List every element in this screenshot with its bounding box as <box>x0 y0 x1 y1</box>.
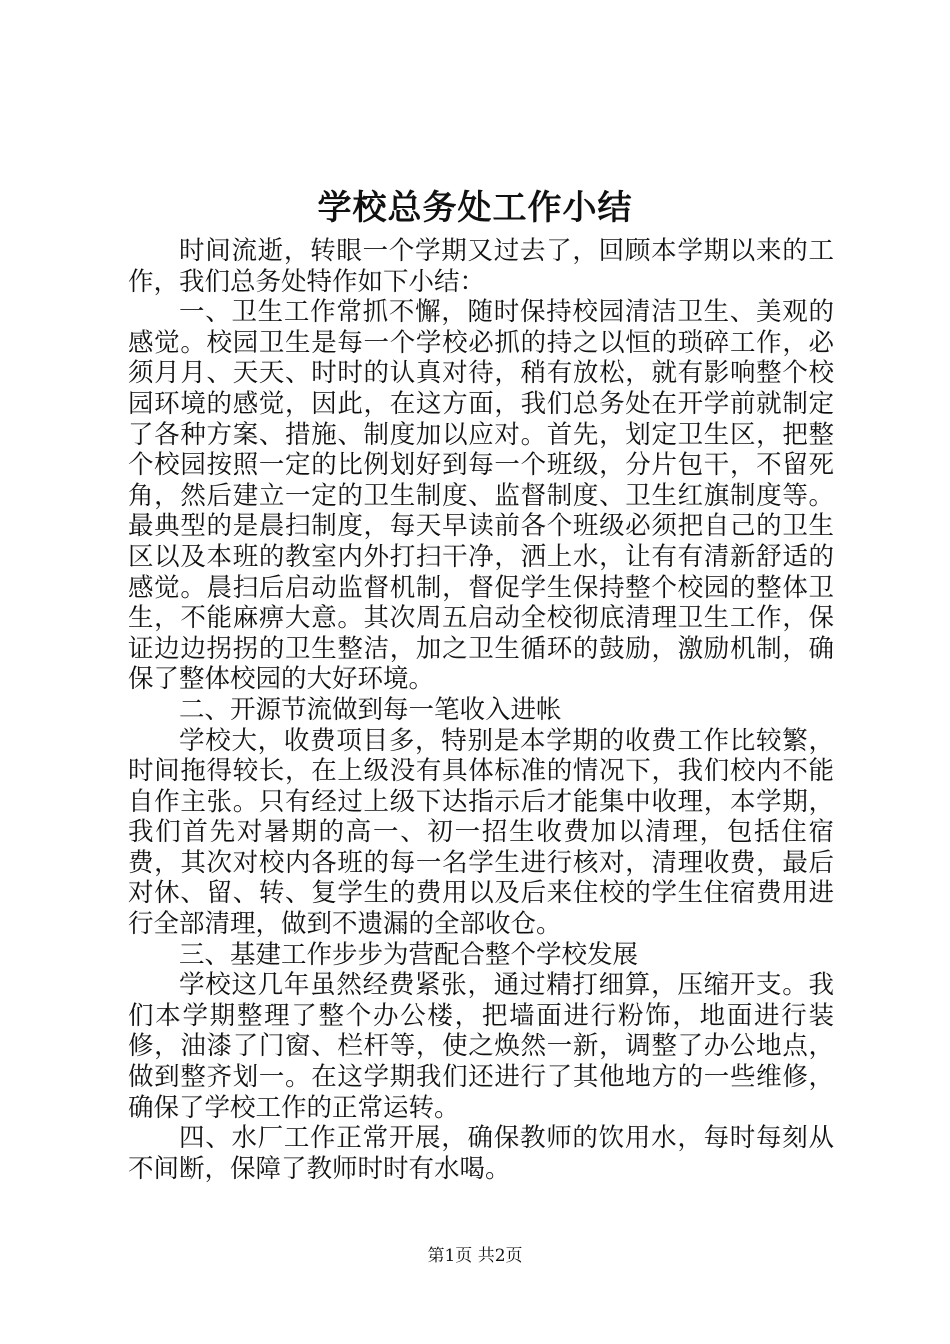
document-body <box>128 236 834 1184</box>
heading-construction: 三、基建工作步步为营配合整个学校发展 <box>179 939 639 970</box>
document-title: 学校总务处工作小结 <box>317 188 633 228</box>
paragraph-sanitation: 一、卫生工作常抓不懈，随时保持校园清洁卫生、美观的感觉。校园卫生是每一个学校必抓的持之以恒的琐碎工作，必须月月、天天、时时的认真对待，稍有放松，就有影响整个校园环境的感觉，因此，在这方面，我们总务处在开学前就制定了各种方案、措施、制度加以应对。首先，划定卫生区，把整个校园按照一定的比例划好到每一个班级，分片包干，不留死角，然后建立一定的卫生制度、监督制度、卫生红旗制度等。最典型的是晨扫制度，每天早读前各个班级必须把自己的卫生区以及本班的教室内外打扫干净，洒上水，让有有清新舒适的感觉。晨扫后启动监督机制，督促学生保持整个校园的整体卫生，不能麻痹大意。其次周五启动全校彻底清理卫生工作，保证边边拐拐的卫生整洁，加之卫生循环的鼓励，激励机制，确保了整体校园的大好环境。 <box>128 297 834 695</box>
paragraph-intro: 时间流逝，转眼一个学期又过去了，回顾本学期以来的工作，我们总务处特作如下小结： <box>128 236 834 297</box>
paragraph-finance: 学校大，收费项目多，特别是本学期的收费工作比较繁，时间拖得较长，在上级没有具体标准的情况下，我们校内不能自作主张。只有经过上级下达指示后才能集中收理，本学期，我们首先对暑期的高一、初一招生收费加以清理，包括住宿费，其次对校内各班的每一名学生进行核对，清理收费，最后对休、留、转、复学生的费用以及后来住校的学生住宿费用进行全部清理，做到不遗漏的全部收仓。 <box>128 725 834 940</box>
paragraph-construction: 学校这几年虽然经费紧张，通过精打细算，压缩开支。我们本学期整理了整个办公楼，把墙面进行粉饰，地面进行装修，油漆了门窗、栏杆等，使之焕然一新，调整了办公地点，做到整齐划一。在这学期我们还进行了其他地方的一些维修，确保了学校工作的正常运转。 <box>128 970 834 1123</box>
heading-finance: 二、开源节流做到每一笔收入进帐 <box>179 694 562 725</box>
page-number-footer: 第1页 共2页 <box>427 1246 523 1266</box>
paragraph-water: 四、水厂工作正常开展，确保教师的饮用水，每时每刻从不间断，保障了教师时时有水喝。 <box>128 1123 834 1184</box>
